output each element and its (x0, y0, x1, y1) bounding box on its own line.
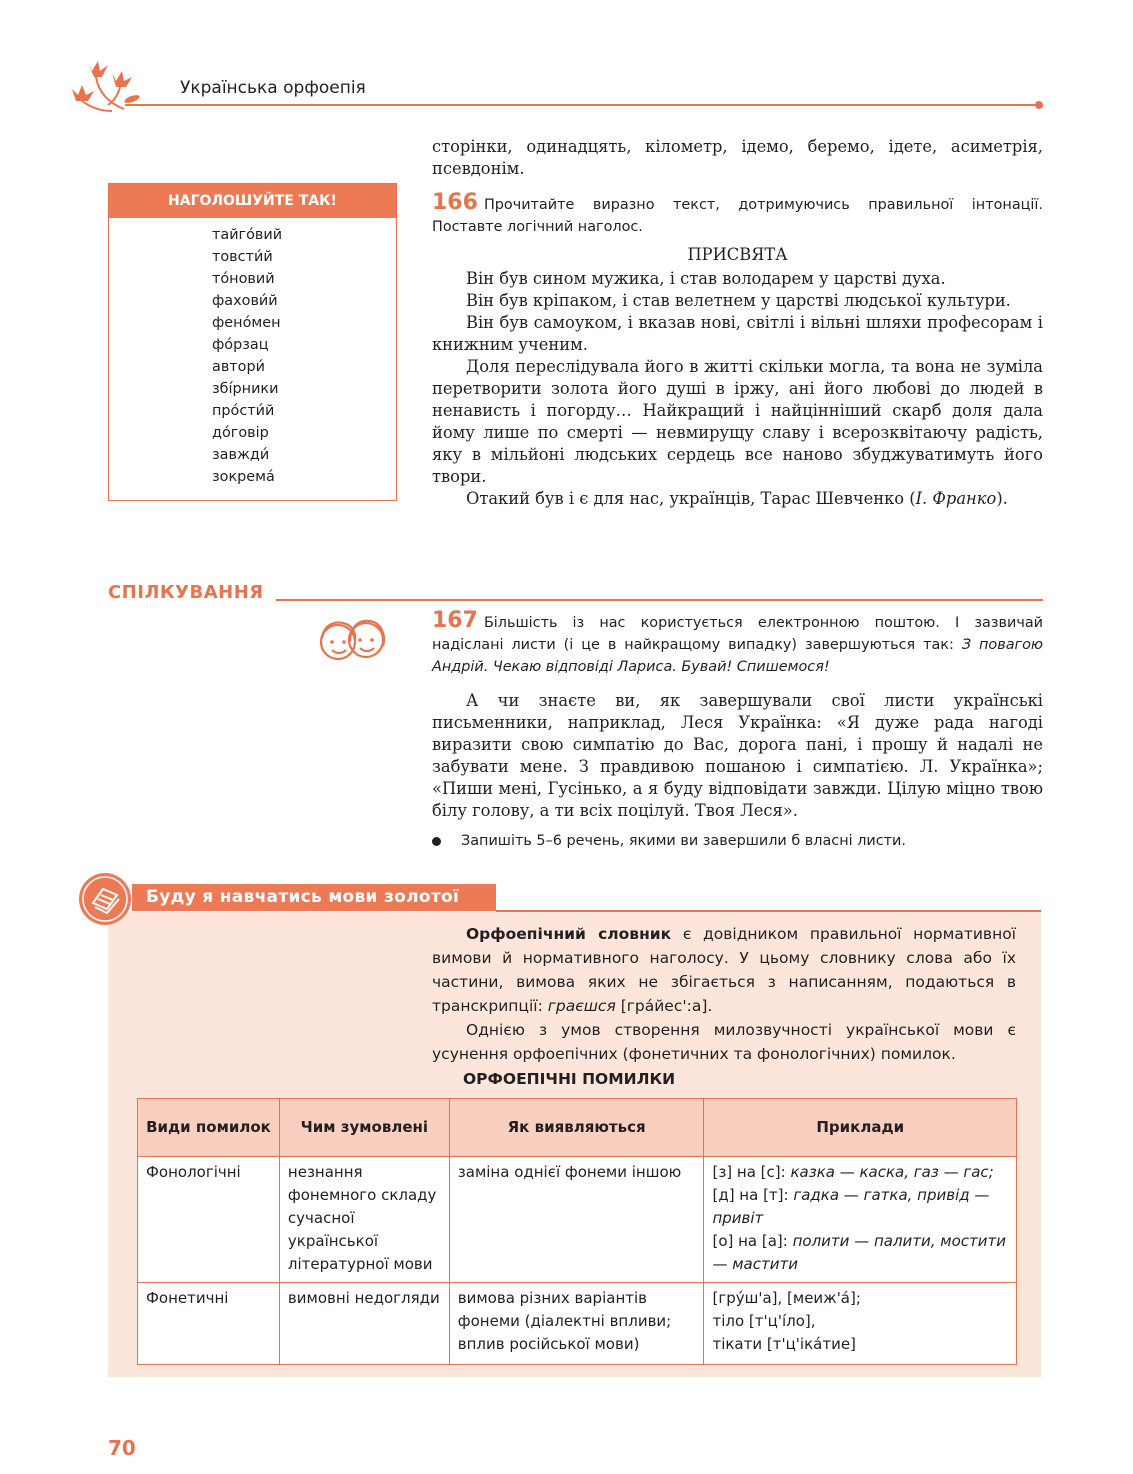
exercise-number: 167 (432, 608, 478, 633)
error-manifestation-cell: вимова різних варіантів фонеми (діалектні впливи; вплив російської мови) (449, 1283, 704, 1365)
column-header: Види помилок (138, 1099, 280, 1157)
error-type-cell: Фонетичні (138, 1283, 280, 1365)
bullet-icon (432, 837, 441, 846)
poem-paragraph: Він був кріпаком, і став велетнем у царстві людської культури. (466, 291, 1011, 310)
page-number: 70 (108, 1436, 136, 1460)
example-line (712, 1161, 1008, 1184)
exercise-167-bullet (432, 833, 906, 849)
exercise-number: 166 (432, 190, 478, 215)
example-lead: [д] на [т]: (712, 1186, 794, 1204)
example-line: [гру́ш'а], [меиж'а́]; (712, 1289, 861, 1307)
header-divider-dot (1035, 101, 1043, 109)
table-row (138, 1283, 1017, 1365)
page-header-title: Українська орфоепія (180, 78, 366, 98)
stress-box-heading: НАГОЛОШУЙТЕ ТАК! (109, 184, 396, 218)
book-icon (79, 873, 131, 925)
example-words: гадка — гатка, привід — привіт (712, 1186, 990, 1227)
stress-word: збі́рники (212, 381, 279, 397)
poem-last-close: ). (996, 489, 1008, 508)
example-words: полити — палити, мостити — мастити (712, 1232, 1007, 1273)
example-line (712, 1184, 1008, 1230)
definition-term: Орфоепічний словник (466, 925, 672, 943)
dictionary-definition (432, 922, 1016, 1018)
continued-paragraph: сторінки, одинадцять, кілометр, ідемо, беремо, ідете, асиметрія, псевдонім. (432, 137, 1043, 178)
error-cause-cell: вимовні недогляди (279, 1283, 449, 1365)
definition-example: граєшся (547, 997, 616, 1015)
table-title: ОРФОЕПІЧНІ ПОМИЛКИ (463, 1070, 676, 1088)
stress-word: про́сти́й (212, 403, 275, 419)
stress-word: автори́ (212, 359, 265, 375)
poem-paragraph: Він був сином мужика, і став володарем у царстві духа. (466, 269, 946, 288)
stress-word: тайго́вий (212, 227, 283, 243)
example-lead: [о] на [а]: (712, 1232, 793, 1250)
column-header: Як виявляються (449, 1099, 704, 1157)
example-words: казка — каска, газ — гас; (790, 1163, 994, 1181)
stress-word: фо́рзац (212, 337, 269, 353)
section-title: СПІЛКУВАННЯ (108, 582, 264, 603)
example-lead: [з] на [с]: (712, 1163, 791, 1181)
example-line: тікати [т'ц'іка́тие] (712, 1335, 856, 1353)
exercise-instruction: Прочитайте виразно текст, дотримуючись правильної інтонації. Поставте логічний наголос. (432, 197, 1043, 235)
poem-author: І. Франко (915, 489, 997, 508)
poem-last-text: Отакий був і є для нас, українців, Тарас Шевченко ( (466, 489, 916, 508)
stress-word: до́говір (212, 425, 269, 441)
stress-word: фено́мен (212, 315, 281, 331)
stress-word: завжди́ (212, 447, 270, 463)
exercise-167-task (432, 610, 1043, 678)
section-divider (276, 599, 1043, 601)
stress-word: зокрема́ (212, 469, 275, 485)
definition-text: є довідником правильної нормативної вимови й нормативного наголосу. У цьому словнику слова або їх частини, вимова яких не збігається з написанням, подаються в транскрипції: (432, 925, 1016, 1015)
poem-last-line (432, 488, 1043, 510)
flower-logo-icon (68, 55, 144, 115)
column-header: Приклади (704, 1099, 1017, 1157)
stress-word: товсти́й (212, 249, 273, 265)
header-divider (125, 104, 1040, 106)
column-header: Чим зумовлені (279, 1099, 449, 1157)
error-examples-cell (704, 1283, 1017, 1365)
poem-paragraph: Доля переслідувала його в житті скільки могла, та вона не зуміла перетворити золота його душі в іржу, ані його любові до людей в ненависть і погорду… Найкращий і найцінніший скарб доля дала йому лише по смерті — невмирущу славу і всерозквітаючу радість, яку в мільйоні людських сердець все наново збуджуватимуть його твори. (432, 357, 1043, 486)
error-type-cell: Фонологічні (138, 1157, 280, 1283)
stress-word-list (109, 218, 396, 488)
euphony-paragraph: Однією з умов створення милозвучності української мови є усунення орфоепічних (фонетичних та фонологічних) помилок. (432, 1021, 1016, 1063)
stress-rules-box (108, 183, 397, 501)
table-row (138, 1157, 1017, 1283)
poem-title: ПРИСВЯТА (687, 245, 788, 264)
orthoepic-errors-table (137, 1098, 1017, 1365)
exercise-instruction-italic: З повагою Андрій. Чекаю відповіді Лариса. Бувай! Спишемося! (432, 637, 1043, 675)
stress-word: фахови́й (212, 293, 278, 309)
example-line: тіло [т'ц'і́ло], (712, 1312, 816, 1330)
error-manifestation-cell: заміна однієї фонеми іншою (449, 1157, 704, 1283)
exercise-167-paragraph: А чи знаєте ви, як завершували свої листи українські письменники, наприклад, Леся Українка: «Я дуже рада нагоді виразити свою симпатію до Вас, дорога пані, і прошу й надалі не забувати мене. З правдивою пошаною і симпатією. Л. Українка»; «Пиши мені, Гусінько, а я буду відповідати завжди. Цілую міцно твою білу голову, а ти всіх поцілуй. Твоя Леся». (432, 691, 1043, 820)
poem-body (432, 268, 1043, 510)
exercise-166-task (432, 192, 1043, 238)
banner-divider (496, 910, 1041, 912)
poem-paragraph: Він був самоуком, і вказав нові, світлі і вільні шляхи професорам і книжним ученим. (432, 313, 1043, 354)
communication-faces-icon (316, 612, 388, 667)
banner-title: Буду я навчатись мови золотої (132, 884, 496, 911)
bullet-text: Запишіть 5–6 речень, якими ви завершили б власні листи. (461, 833, 906, 849)
error-examples-cell (704, 1157, 1017, 1283)
definition-transcription: [гра́йес':а]. (615, 997, 713, 1015)
example-line (712, 1230, 1008, 1276)
error-cause-cell: незнання фонемного складу сучасної української літературної мови (279, 1157, 449, 1283)
exercise-instruction: Більшість із нас користується електронною поштою. І зазвичай надіслані листи (і це в найкращому випадку) завершуються так: (432, 615, 1043, 653)
stress-word: то́новий (212, 271, 275, 287)
table-header-row (138, 1099, 1017, 1157)
